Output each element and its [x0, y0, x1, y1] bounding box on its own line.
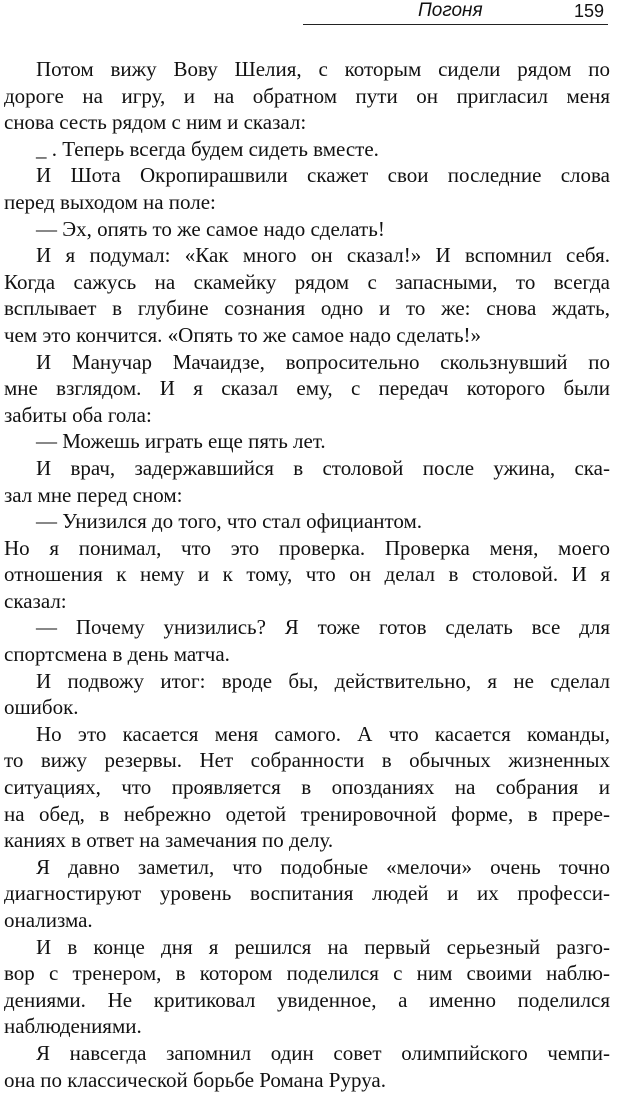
- text-line: И в конце дня я решился на первый серьезный разго-: [36, 934, 610, 959]
- text-line: Я навсегда запомнил один совет олимпийского чемпи-: [36, 1040, 610, 1065]
- header-rule: [303, 24, 608, 25]
- text-line: спортсмена в день матча.: [4, 642, 230, 667]
- text-line: — Унизился до того, что стал официантом.: [36, 509, 423, 534]
- text-line: Но я понимал, что это проверка. Проверка меня, моего: [4, 535, 610, 560]
- text-line: отношения к нему и к тому, что он делал в столовой. И я: [4, 562, 610, 587]
- text-line: сказал:: [4, 588, 67, 613]
- text-line: ошибок.: [4, 695, 79, 720]
- running-title: Погоня: [418, 0, 483, 21]
- text-line: Потом вижу Вову Шелия, с которым сидели рядом по: [36, 57, 610, 81]
- text-line: И Манучар Мачаидзе, вопросительно скользнувший по: [36, 349, 610, 374]
- text-line: всплывает в глубине сознания одно и то же: снова ждать,: [4, 296, 610, 321]
- text-line: И я подумал: «Как много он сказал!» И вспомнил себя.: [36, 243, 610, 268]
- text-line: чем это кончится. «Опять то же самое надо сделать!»: [4, 322, 482, 347]
- text-line: на обед, в небрежно одетой тренировочной форме, в прере-: [4, 801, 610, 826]
- page-number: 159: [574, 1, 605, 21]
- text-line: снова сесть рядом с ним и сказал:: [4, 110, 307, 135]
- text-line: ситуациях, что проявляется в опозданиях на собрания и: [4, 775, 610, 800]
- text-line: Когда сажусь на скамейку рядом с запасными, то всегда: [4, 269, 610, 294]
- text-line: И врач, задержавшийся в столовой после ужина, ска-: [36, 455, 610, 480]
- text-line: мне взглядом. И я сказал ему, с передач которого были: [4, 376, 610, 401]
- text-line: то вижу резервы. Нет собранности в обычных жизненных: [4, 748, 610, 773]
- text-line: дороге на игру, и на обратном пути он пригласил меня: [4, 83, 610, 108]
- text-line: диагностируют уровень воспитания людей и их професси-: [4, 881, 610, 906]
- text-line: дениями. Не критиковал увиденное, а именно поделился: [4, 987, 610, 1012]
- text-line: онализма.: [4, 908, 93, 932]
- body-text: [4, 56, 610, 1093]
- text-line: _ . Теперь всегда будем сидеть вместе.: [36, 136, 379, 161]
- text-line: вор с тренером, в котором поделился с ним своими наблю-: [4, 961, 610, 986]
- text-line: — Почему унизились? Я тоже готов сделать все для: [36, 615, 610, 640]
- running-header: [0, 0, 620, 30]
- text-line: перед выходом на поле:: [4, 189, 216, 214]
- text-line: она по классической борьбе Романа Руруа.: [4, 1067, 386, 1092]
- text-line: И подвожу итог: вроде бы, действительно, я не сделал: [36, 668, 610, 693]
- text-line: каниях в ответ на замечания по делу.: [4, 828, 334, 853]
- text-line: — Можешь играть еще пять лет.: [36, 429, 326, 454]
- text-line: Но это касается меня самого. А что касается команды,: [36, 721, 610, 746]
- text-line: Я давно заметил, что подобные «мелочи» очень точно: [36, 854, 610, 879]
- text-line: — Эх, опять то же самое надо сделать!: [36, 216, 385, 241]
- text-line: И Шота Окропирашвили скажет свои последние слова: [36, 163, 610, 188]
- text-line: забиты оба гола:: [4, 402, 152, 427]
- text-line: наблюдениями.: [4, 1014, 142, 1039]
- text-line: зал мне перед сном:: [4, 482, 183, 507]
